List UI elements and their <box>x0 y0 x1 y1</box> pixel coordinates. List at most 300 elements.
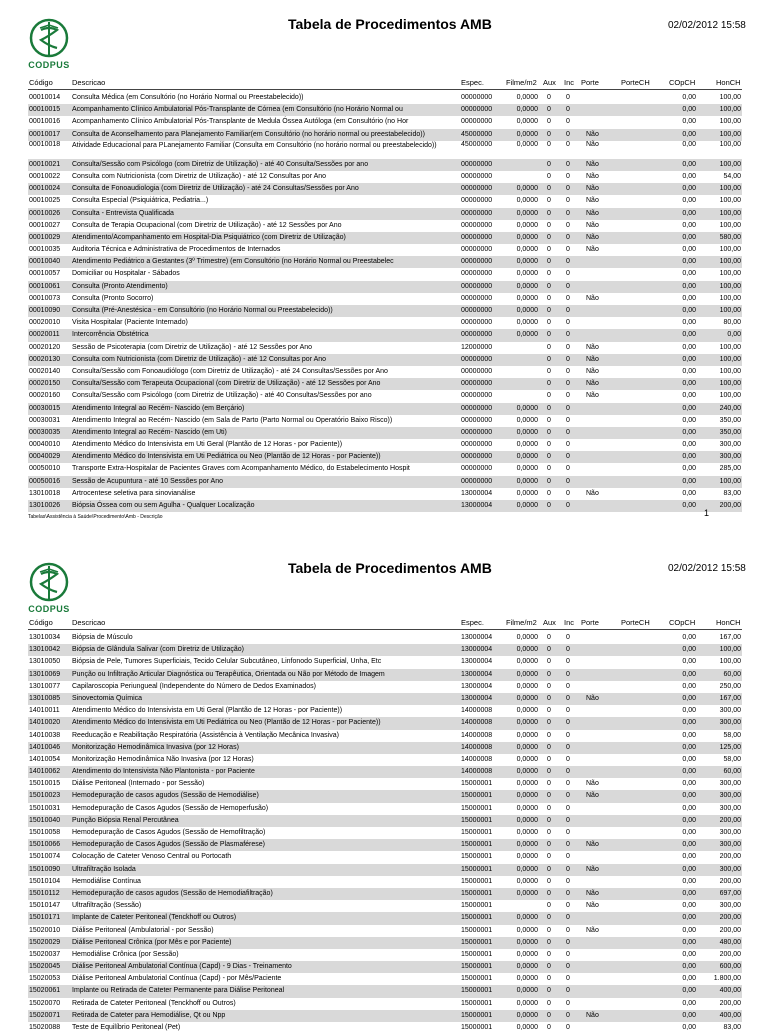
col-portech: PorteCH <box>621 618 650 627</box>
cell-inc: 0 <box>566 877 570 885</box>
report-footer: Tabelas\Assistência à Saúde\Procedimento\Amb - Descrição <box>28 514 163 520</box>
cell-honch: 200,00 <box>719 950 741 958</box>
table-row <box>28 92 742 104</box>
cell-filme: 0,0000 <box>516 829 538 836</box>
cell-copch: 0,00 <box>682 646 696 654</box>
table-row <box>28 669 742 681</box>
cell-honch: 100,00 <box>719 221 741 229</box>
cell-aux: 0 <box>547 731 551 739</box>
table-header <box>28 78 742 90</box>
cell-descricao: Atendimento Integral ao Recém- Nascido (em Sala de Parto (Parto Normal ou Operatório Baixo Risco)) <box>72 416 393 424</box>
cell-honch: 1.800,00 <box>713 975 741 983</box>
cell-honch: 200,00 <box>719 853 741 861</box>
table-row <box>28 305 742 317</box>
cell-filme: 0,0000 <box>516 755 538 763</box>
procedures-table-page-2 <box>28 632 742 1034</box>
cell-descricao: Diálise Peritoneal (Internado - por Sessão) <box>72 780 205 788</box>
cell-honch: 400,00 <box>719 1011 741 1019</box>
cell-aux: 0 <box>547 755 551 763</box>
cell-copch: 0,00 <box>682 380 696 388</box>
cell-filme: 0,0000 <box>516 658 538 666</box>
cell-aux: 0 <box>547 816 551 824</box>
cell-aux: 0 <box>547 938 551 946</box>
cell-espec: 15000001 <box>461 865 493 873</box>
cell-espec: 15000001 <box>461 1024 493 1031</box>
cell-inc: 0 <box>566 185 570 193</box>
cell-codigo: 00020150 <box>29 380 61 388</box>
cell-inc: 0 <box>566 453 570 461</box>
cell-aux: 0 <box>547 489 551 497</box>
cell-descricao: Biópsia de Glândula Salivar (com Diretriz de Utilização) <box>72 646 244 654</box>
col-inc: Inc <box>564 618 575 627</box>
cell-inc: 0 <box>566 404 570 412</box>
cell-aux: 0 <box>547 246 551 254</box>
cell-inc: 0 <box>566 233 570 241</box>
cell-filme: 0,0000 <box>516 853 538 861</box>
cell-porte: Não <box>586 367 599 375</box>
cell-descricao: Atendimento Integral ao Recém- Nascido (em Uti) <box>72 428 227 436</box>
cell-descricao: Biópsia de Pele, Tumores Superficiais, Tecido Celular Subcutâneo, Linfonodo Superficial, Unha, Etc <box>72 658 382 666</box>
cell-copch: 0,00 <box>682 258 696 266</box>
cell-copch: 0,00 <box>682 404 696 412</box>
cell-filme: 0,0000 <box>516 634 538 641</box>
cell-aux: 0 <box>547 841 551 849</box>
cell-aux: 0 <box>547 719 551 727</box>
cell-codigo: 00030035 <box>29 428 61 436</box>
cell-aux: 0 <box>547 428 551 436</box>
cell-porte: Não <box>586 694 599 702</box>
cell-copch: 0,00 <box>682 634 696 641</box>
cell-filme: 0,0000 <box>516 140 538 148</box>
cell-copch: 0,00 <box>682 816 696 824</box>
cell-honch: 100,00 <box>719 355 741 363</box>
cell-espec: 15000001 <box>461 829 493 836</box>
cell-codigo: 00010029 <box>29 233 61 241</box>
page-number: 1 <box>704 508 710 518</box>
cell-inc: 0 <box>566 829 570 836</box>
cell-inc: 0 <box>566 209 570 217</box>
table-row <box>28 1022 742 1034</box>
cell-porte: Não <box>586 160 599 168</box>
cell-codigo: 00020130 <box>29 355 61 363</box>
cell-inc: 0 <box>566 428 570 436</box>
cell-copch: 0,00 <box>682 489 696 497</box>
cell-filme: 0,0000 <box>516 453 538 461</box>
cell-descricao: Diálise Peritoneal Crônica (por Mês e por Paciente) <box>72 938 232 946</box>
cell-aux: 0 <box>547 416 551 424</box>
col-codigo: Código <box>29 618 53 627</box>
cell-espec: 15000001 <box>461 950 493 958</box>
cell-espec: 00000000 <box>461 367 493 375</box>
cell-codigo: 14010011 <box>29 707 60 715</box>
caduceus-logo-icon <box>26 560 72 604</box>
table-row <box>28 827 742 839</box>
cell-espec: 15000001 <box>461 1011 493 1019</box>
cell-espec: 00000000 <box>461 185 493 193</box>
cell-descricao: Biópsia de Músculo <box>72 634 133 641</box>
cell-descricao: Consulta (Pronto Atendimento) <box>72 282 168 290</box>
cell-copch: 0,00 <box>682 841 696 849</box>
cell-filme: 0,0000 <box>516 768 538 776</box>
cell-descricao: Acompanhamento Clínico Ambulatorial Pós-Transplante de Córnea (em Consultório (no Horário Normal ou <box>72 106 403 114</box>
cell-codigo: 00010014 <box>29 94 61 101</box>
cell-aux: 0 <box>547 130 551 138</box>
cell-copch: 0,00 <box>682 294 696 302</box>
cell-espec: 15000001 <box>461 938 493 946</box>
cell-honch: 100,00 <box>719 160 741 168</box>
cell-honch: 300,00 <box>719 453 741 461</box>
cell-espec: 15000001 <box>461 841 493 849</box>
table-row <box>28 116 742 128</box>
cell-inc: 0 <box>566 118 570 126</box>
cell-descricao: Consulta - Entrevista Qualificada <box>72 209 174 217</box>
cell-honch: 200,00 <box>719 502 741 509</box>
cell-honch: 480,00 <box>719 938 741 946</box>
cell-descricao: Sinovectomia Química <box>72 694 143 702</box>
cell-porte: Não <box>586 889 599 897</box>
cell-porte: Não <box>586 1011 599 1019</box>
cell-inc: 0 <box>566 140 570 148</box>
cell-filme: 0,0000 <box>516 282 538 290</box>
cell-espec: 45000000 <box>461 130 493 138</box>
cell-copch: 0,00 <box>682 428 696 436</box>
cell-descricao: Hemodepuração de casos agudos (Sessão de Hemodiálise) <box>72 792 259 800</box>
cell-porte: Não <box>586 792 599 800</box>
page-title: Tabela de Procedimentos AMB <box>288 560 492 576</box>
cell-codigo: 00030015 <box>29 404 61 412</box>
cell-copch: 0,00 <box>682 755 696 763</box>
cell-filme: 0,0000 <box>516 938 538 946</box>
cell-descricao: Atendimento Médico do Intensivista em Uti Geral (Plantão de 12 Horas - por Paciente)) <box>72 441 343 449</box>
cell-aux: 0 <box>547 804 551 812</box>
col-copch: COpCH <box>669 78 696 87</box>
cell-filme: 0,0000 <box>516 197 538 205</box>
cell-codigo: 13010077 <box>29 682 61 690</box>
cell-espec: 15000001 <box>461 804 493 812</box>
cell-copch: 0,00 <box>682 963 696 971</box>
table-row <box>28 693 742 705</box>
col-espec: Espec. <box>461 618 484 627</box>
cell-filme: 0,0000 <box>516 416 538 424</box>
cell-inc: 0 <box>566 707 570 715</box>
cell-espec: 14000008 <box>461 755 493 763</box>
table-row <box>28 378 742 390</box>
table-row <box>28 244 742 256</box>
cell-aux: 0 <box>547 453 551 461</box>
cell-filme: 0,0000 <box>516 865 538 873</box>
cell-aux: 0 <box>547 270 551 278</box>
cell-filme: 0,0000 <box>516 816 538 824</box>
cell-espec: 00000000 <box>461 197 493 205</box>
cell-codigo: 00010017 <box>29 130 61 138</box>
cell-espec: 00000000 <box>461 118 493 126</box>
table-row <box>28 705 742 717</box>
cell-codigo: 14010020 <box>29 719 61 727</box>
cell-porte: Não <box>586 246 599 254</box>
cell-inc: 0 <box>566 646 570 654</box>
cell-descricao: Punção ou Infiltração Articular Diagnóstica ou Terapêutica, Orientada ou Não por Método de Imagem <box>72 670 385 678</box>
cell-filme: 0,0000 <box>516 209 538 217</box>
cell-aux: 0 <box>547 634 551 641</box>
cell-espec: 15000001 <box>461 780 493 788</box>
cell-filme: 0,0000 <box>516 106 538 114</box>
cell-porte: Não <box>586 294 599 302</box>
cell-filme: 0,0000 <box>516 670 538 678</box>
cell-espec: 15000001 <box>461 914 493 922</box>
cell-honch: 400,00 <box>719 987 741 995</box>
cell-inc: 0 <box>566 258 570 266</box>
cell-descricao: Implante de Cateter Peritoneal (Tenckhoff ou Outros) <box>72 914 237 922</box>
cell-aux: 0 <box>547 829 551 836</box>
cell-honch: 100,00 <box>719 270 741 278</box>
table-row <box>28 463 742 475</box>
table-row <box>28 451 742 463</box>
cell-honch: 58,00 <box>723 755 741 763</box>
cell-copch: 0,00 <box>682 282 696 290</box>
cell-copch: 0,00 <box>682 694 696 702</box>
cell-aux: 0 <box>547 282 551 290</box>
cell-espec: 00000000 <box>461 172 493 180</box>
cell-inc: 0 <box>566 731 570 739</box>
cell-filme: 0,0000 <box>516 804 538 812</box>
cell-copch: 0,00 <box>682 865 696 873</box>
cell-descricao: Hemodiálise Contínua <box>72 877 141 885</box>
cell-inc: 0 <box>566 634 570 641</box>
table-row <box>28 159 742 171</box>
cell-espec: 00000000 <box>461 233 493 241</box>
table-row <box>28 766 742 778</box>
cell-copch: 0,00 <box>682 118 696 126</box>
cell-espec: 00000000 <box>461 380 493 388</box>
cell-porte: Não <box>586 343 599 351</box>
cell-aux: 0 <box>547 343 551 351</box>
table-row <box>28 888 742 900</box>
cell-espec: 00000000 <box>461 294 493 302</box>
cell-espec: 15000001 <box>461 792 493 800</box>
cell-honch: 100,00 <box>719 118 741 126</box>
cell-codigo: 15010040 <box>29 816 61 824</box>
cell-filme: 0,0000 <box>516 130 538 138</box>
table-row <box>28 317 742 329</box>
cell-codigo: 00020120 <box>29 343 61 351</box>
cell-espec: 00000000 <box>461 404 493 412</box>
cell-copch: 0,00 <box>682 319 696 327</box>
cell-espec: 14000008 <box>461 719 493 727</box>
cell-honch: 285,00 <box>719 465 741 473</box>
cell-copch: 0,00 <box>682 453 696 461</box>
cell-descricao: Hemodepuração de Casos Agudos (Sessão de Plasmaférese) <box>72 841 265 849</box>
cell-honch: 300,00 <box>719 841 741 849</box>
cell-copch: 0,00 <box>682 441 696 449</box>
col-aux: Aux <box>543 618 556 627</box>
cell-codigo: 13010034 <box>29 634 61 641</box>
cell-copch: 0,00 <box>682 367 696 375</box>
cell-espec: 15000001 <box>461 877 493 885</box>
col-portech: PorteCH <box>621 78 650 87</box>
cell-honch: 100,00 <box>719 246 741 254</box>
table-row <box>28 476 742 488</box>
cell-espec: 00000000 <box>461 428 493 436</box>
page-title: Tabela de Procedimentos AMB <box>288 16 492 32</box>
cell-honch: 83,00 <box>723 1024 741 1031</box>
cell-aux: 0 <box>547 106 551 114</box>
cell-codigo: 00010018 <box>29 140 61 148</box>
cell-inc: 0 <box>566 987 570 995</box>
cell-espec: 13000004 <box>461 670 493 678</box>
cell-inc: 0 <box>566 441 570 449</box>
cell-filme: 0,0000 <box>516 987 538 995</box>
cell-aux: 0 <box>547 441 551 449</box>
cell-descricao: Consulta de Terapia Ocupacional (com Diretriz de Utilização) - até 12 Sessões por Ano <box>72 221 342 229</box>
table-row <box>28 208 742 220</box>
cell-inc: 0 <box>566 106 570 114</box>
cell-honch: 125,00 <box>719 743 741 751</box>
cell-filme: 0,0000 <box>516 185 538 193</box>
cell-aux: 0 <box>547 140 551 148</box>
cell-codigo: 13010018 <box>29 489 61 497</box>
cell-espec: 00000000 <box>461 209 493 217</box>
cell-espec: 00000000 <box>461 160 493 168</box>
cell-inc: 0 <box>566 1011 570 1019</box>
cell-espec: 00000000 <box>461 392 493 400</box>
cell-espec: 00000000 <box>461 94 493 101</box>
cell-honch: 300,00 <box>719 902 741 910</box>
cell-copch: 0,00 <box>682 172 696 180</box>
report-datetime: 02/02/2012 15:58 <box>668 563 746 574</box>
cell-descricao: Consulta/Sessão com Terapeuta Ocupacional (com Diretriz de Utilização) - até 12 Sessões por Ano <box>72 380 381 388</box>
cell-inc: 0 <box>566 719 570 727</box>
cell-codigo: 13010042 <box>29 646 61 654</box>
table-row <box>28 232 742 244</box>
cell-filme: 0,0000 <box>516 246 538 254</box>
cell-filme: 0,0000 <box>516 792 538 800</box>
col-honch: HonCH <box>716 618 741 627</box>
cell-inc: 0 <box>566 294 570 302</box>
cell-codigo: 15020045 <box>29 963 61 971</box>
cell-filme: 0,0000 <box>516 428 538 436</box>
cell-porte: Não <box>586 780 599 788</box>
cell-inc: 0 <box>566 392 570 400</box>
cell-aux: 0 <box>547 367 551 375</box>
cell-copch: 0,00 <box>682 999 696 1007</box>
cell-filme: 0,0000 <box>516 877 538 885</box>
cell-aux: 0 <box>547 646 551 654</box>
cell-codigo: 00020010 <box>29 319 61 327</box>
cell-copch: 0,00 <box>682 902 696 910</box>
cell-aux: 0 <box>547 118 551 126</box>
cell-porte: Não <box>586 221 599 229</box>
col-aux: Aux <box>543 78 556 87</box>
cell-descricao: Visita Hospitalar (Paciente Internado) <box>72 319 188 327</box>
cell-aux: 0 <box>547 294 551 302</box>
cell-aux: 0 <box>547 999 551 1007</box>
cell-copch: 0,00 <box>682 829 696 836</box>
table-row <box>28 220 742 232</box>
cell-codigo: 15010066 <box>29 841 61 849</box>
cell-honch: 100,00 <box>719 282 741 290</box>
cell-honch: 300,00 <box>719 441 741 449</box>
cell-espec: 15000001 <box>461 926 493 934</box>
table-row <box>28 839 742 851</box>
cell-copch: 0,00 <box>682 707 696 715</box>
table-row <box>28 998 742 1010</box>
cell-codigo: 00010057 <box>29 270 61 278</box>
cell-aux: 0 <box>547 682 551 690</box>
cell-filme: 0,0000 <box>516 780 538 788</box>
cell-filme: 0,0000 <box>516 270 538 278</box>
cell-copch: 0,00 <box>682 938 696 946</box>
cell-espec: 00000000 <box>461 106 493 114</box>
table-row <box>28 415 742 427</box>
table-row <box>28 439 742 451</box>
cell-porte: Não <box>586 865 599 873</box>
cell-codigo: 15010090 <box>29 865 61 873</box>
cell-aux: 0 <box>547 768 551 776</box>
cell-honch: 200,00 <box>719 816 741 824</box>
cell-honch: 350,00 <box>719 428 741 436</box>
cell-codigo: 00010025 <box>29 197 61 205</box>
cell-copch: 0,00 <box>682 658 696 666</box>
cell-honch: 100,00 <box>719 307 741 314</box>
cell-espec: 00000000 <box>461 453 493 461</box>
cell-descricao: Consulta Especial (Psiquiátrica, Pediatria...) <box>72 197 209 205</box>
cell-filme: 0,0000 <box>516 731 538 739</box>
cell-copch: 0,00 <box>682 307 696 314</box>
cell-codigo: 15020071 <box>29 1011 61 1019</box>
cell-filme: 0,0000 <box>516 963 538 971</box>
cell-inc: 0 <box>566 963 570 971</box>
cell-filme: 0,0000 <box>516 743 538 751</box>
cell-copch: 0,00 <box>682 477 696 485</box>
cell-filme: 0,0000 <box>516 331 538 339</box>
table-row <box>28 329 742 341</box>
col-honch: HonCH <box>716 78 741 87</box>
codpus-logo <box>26 16 72 70</box>
cell-descricao: Ultrafiltração Isolada <box>72 865 136 873</box>
cell-inc: 0 <box>566 221 570 229</box>
cell-codigo: 00010027 <box>29 221 61 229</box>
cell-codigo: 15010171 <box>29 914 61 922</box>
cell-aux: 0 <box>547 1011 551 1019</box>
cell-codigo: 15020029 <box>29 938 61 946</box>
cell-aux: 0 <box>547 694 551 702</box>
cell-inc: 0 <box>566 172 570 180</box>
cell-espec: 15000001 <box>461 889 493 897</box>
cell-aux: 0 <box>547 355 551 363</box>
cell-porte: Não <box>586 209 599 217</box>
cell-codigo: 15020070 <box>29 999 61 1007</box>
cell-descricao: Consulta com Nutricionista (com Diretriz de Utilização) - até 12 Consultas por Ano <box>72 172 327 180</box>
cell-aux: 0 <box>547 780 551 788</box>
cell-honch: 300,00 <box>719 719 741 727</box>
cell-aux: 0 <box>547 950 551 958</box>
cell-espec: 15000001 <box>461 975 493 983</box>
cell-aux: 0 <box>547 963 551 971</box>
cell-honch: 100,00 <box>719 185 741 193</box>
cell-honch: 200,00 <box>719 914 741 922</box>
cell-codigo: 14010038 <box>29 731 61 739</box>
cell-aux: 0 <box>547 853 551 861</box>
cell-honch: 200,00 <box>719 926 741 934</box>
cell-filme: 0,0000 <box>516 233 538 241</box>
cell-copch: 0,00 <box>682 209 696 217</box>
cell-espec: 13000004 <box>461 694 493 702</box>
cell-codigo: 13010050 <box>29 658 61 666</box>
cell-copch: 0,00 <box>682 331 696 339</box>
cell-inc: 0 <box>566 938 570 946</box>
cell-descricao: Diálise Peritoneal Ambulatorial Contínua (Capd) - por Mês/Paciente <box>72 975 282 983</box>
cell-codigo: 00010073 <box>29 294 61 302</box>
